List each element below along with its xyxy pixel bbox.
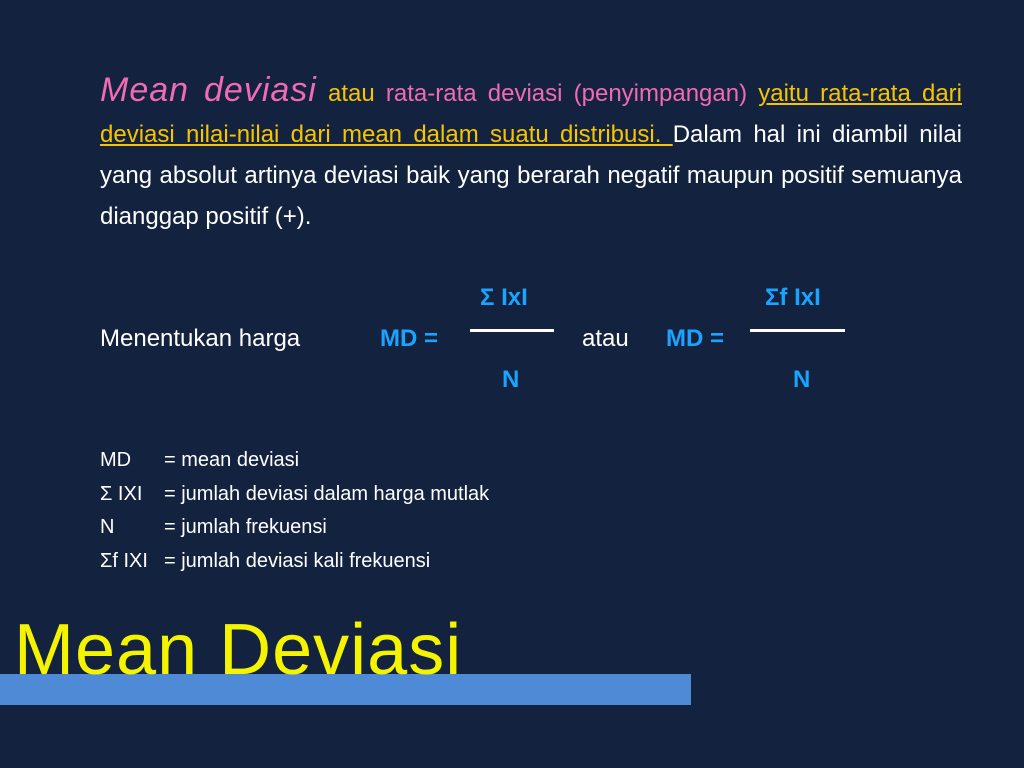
formula-lead: Menentukan harga [100, 325, 301, 352]
numerator-2: Σf IxI [765, 284, 821, 311]
md-label-1: MD = [380, 325, 439, 352]
explanation-text: Dalam hal ini diambil nilai yang absolut artinya deviasi baik yang berarah negatif maupun positif semuanya dianggap positif (+). [100, 121, 962, 230]
term-mean-deviasi: Mean deviasi [100, 71, 317, 109]
definition-meaning: = jumlah deviasi dalam harga mutlak [164, 482, 490, 505]
definition-row [100, 545, 489, 579]
definition-term: N [100, 516, 115, 538]
definition-row [100, 478, 489, 512]
definition-text: yaitu rata-rata dari deviasi nilai-nilai dari mean dalam suatu distribusi. [100, 80, 962, 148]
definition-meaning: = mean deviasi [164, 449, 300, 471]
definitions-list [100, 444, 489, 578]
fraction-bar-1 [470, 329, 554, 332]
intro-paragraph [100, 70, 962, 237]
definition-row [100, 444, 489, 478]
term-alias: rata-rata deviasi (penyimpangan) [385, 80, 748, 107]
definition-meaning: = jumlah deviasi kali frekuensi [164, 549, 431, 572]
fraction-bar-2 [750, 329, 845, 332]
denominator-1: N [502, 366, 520, 393]
definition-row [100, 511, 489, 545]
md-label-2: MD = [666, 325, 725, 352]
definition-meaning: = jumlah frekuensi [164, 516, 327, 538]
slide-title: Mean Deviasi [14, 610, 463, 690]
definition-term: Σ IXI [100, 482, 143, 505]
denominator-2: N [793, 366, 811, 393]
numerator-1: Σ IxI [480, 284, 528, 311]
connector-atau: atau [582, 325, 629, 352]
atau-word: atau [316, 80, 386, 107]
definition-term: Σf IXI [100, 549, 148, 572]
definition-term: MD [100, 449, 132, 471]
